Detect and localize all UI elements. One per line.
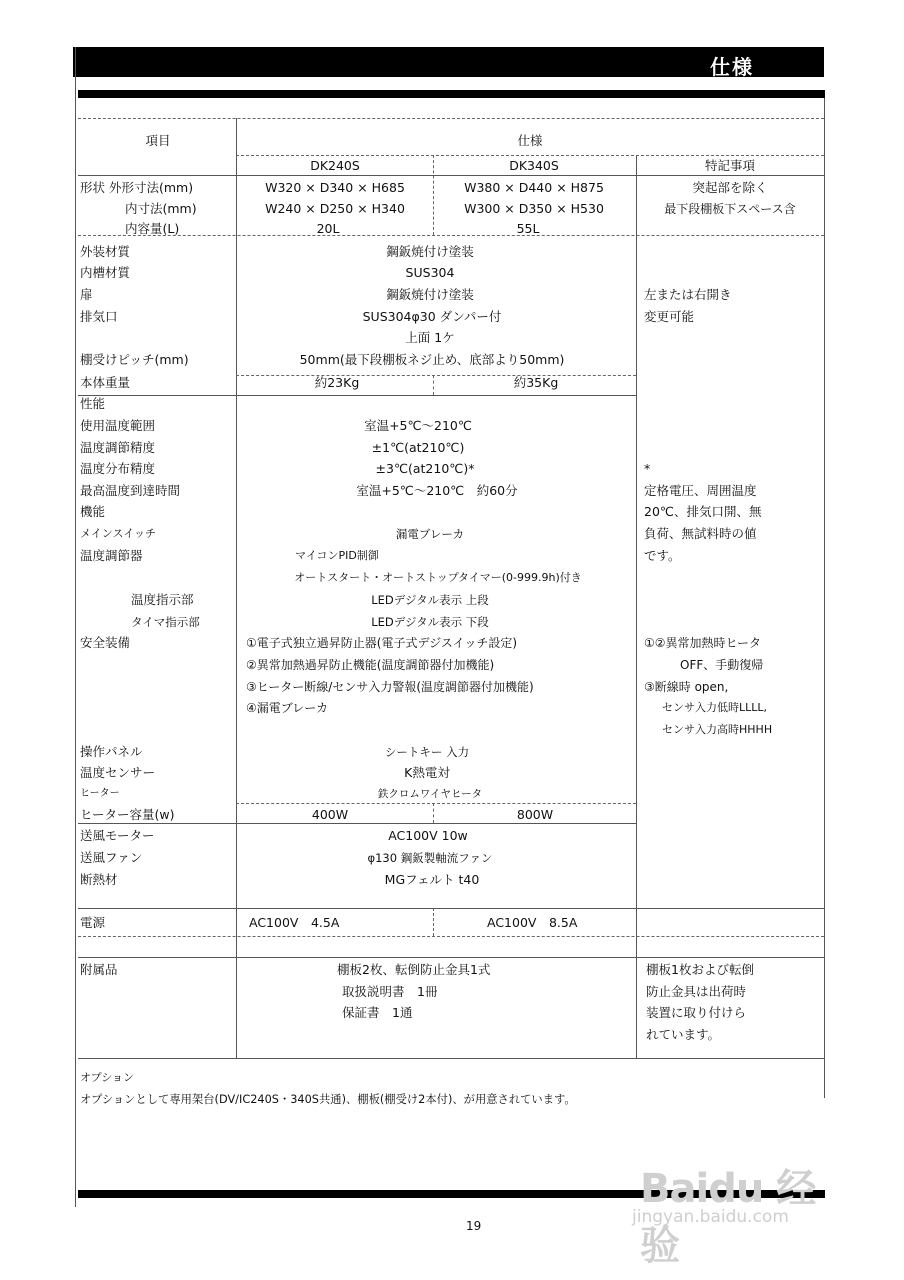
header-model-b: DK340S [509,158,559,173]
accessory-item-3: 保証書 1通 [342,1005,413,1020]
accessory-label: 附属品 [80,962,118,977]
insulation-label: 断熱材 [80,872,118,887]
door-label: 扉 [80,287,93,302]
safety-item-1: ①電子式独立過昇防止器(電子式デジスイッチ設定) [246,636,518,650]
model-divider-power [433,908,434,936]
temp-dist-label: 温度分布精度 [80,461,156,476]
header-spec: 仕様 [517,133,543,148]
note-line-3: 負荷、無試料時の値 [644,526,757,541]
heater-capacity-a: 400W [311,807,349,822]
row-line [78,118,824,119]
accessory-item-2: 取扱説明書 1冊 [342,984,438,999]
exterior-label: 外装材質 [80,244,131,259]
row-line [236,155,824,156]
left-border [75,47,76,1207]
watermark-url: jingyan.baidu.com [632,1207,789,1227]
header-bar [73,47,824,77]
baidu-watermark [630,1145,820,1269]
weight-label: 本体重量 [80,375,131,390]
exterior-value: 鋼鈑焼付け塗装 [386,244,474,259]
weight-a: 約23Kg [314,375,360,390]
row-line [78,1058,824,1059]
interior-value: SUS304 [405,265,455,280]
header-model-a: DK240S [310,158,360,173]
shelf-label: 棚受けピッチ(mm) [80,352,189,367]
temp-display-value: LEDデジタル表示 上段 [371,593,489,607]
sensor-label: 温度センサー [80,765,156,780]
accessory-note-1: 棚板1枚および転倒 [646,962,754,977]
row-line [78,823,636,824]
safety-note-4: センサ入力低時LLLL, [662,701,768,714]
exhaust-value: SUS304φ30 ダンパー付 [362,309,502,324]
accessory-item-1: 棚板2枚、転倒防止金具1式 [337,962,491,977]
shape-label: 形状 外形寸法(mm) [80,180,194,195]
safety-note-2: OFF、手動復帰 [680,658,764,672]
option-title: オプション [80,1071,135,1084]
shelf-value: 50mm(最下段棚板ネジ止め、底部より50mm) [299,352,565,367]
safety-item-2: ②異常加熱過昇防止機能(温度調節器付加機能) [246,658,495,672]
main-switch-value: 漏電ブレーカ [395,527,465,541]
inner-b: W300 × D350 × H530 [464,201,604,216]
temp-regulator-value: マイコンPID制御 [295,549,379,562]
header-rule [78,90,825,98]
note-line-2: 20℃、排気口開、無 [644,504,762,519]
max-time-label: 最高温度到達時間 [80,483,181,498]
insulation-value: MGフェルト t40 [384,872,480,887]
power-label: 電源 [80,915,106,930]
accessory-note-2: 防止金具は出荷時 [646,984,747,999]
heater-value: 鉄クロムワイヤヒータ [377,788,483,800]
model-divider-heater [433,803,434,823]
panel-value: シートキー 入力 [384,745,470,759]
power-b: AC100V 8.5A [487,915,578,930]
page-title: 仕様 [710,55,754,79]
temp-range-value: 室温+5℃～210℃ [364,418,472,433]
motor-value: AC100V 10w [388,828,468,843]
temp-display-label: 温度指示部 [131,592,194,607]
panel-label: 操作パネル [80,744,143,759]
label-column-divider [236,118,237,1058]
row-line [236,803,636,804]
model-divider-weight [433,375,434,395]
row-line [78,957,824,958]
max-time-value: 室温+5℃～210℃ 約60分 [356,483,518,498]
right-border [824,98,825,1098]
page-number: 19 [466,1219,482,1233]
row-line [78,936,824,937]
weight-b: 約35Kg [513,375,559,390]
fan-value: φ130 鋼鈑製軸流ファン [367,851,493,865]
perf-label: 性能 [80,396,106,411]
heater-capacity-b: 800W [516,807,554,822]
heater-label: ヒーター [80,788,120,799]
temp-ctrl-label: 温度調節精度 [80,440,156,455]
note-line-4: です。 [644,548,681,563]
header-item: 項目 [145,133,171,148]
note-line-1: 定格電圧、周囲温度 [644,483,757,498]
safety-note-5: センサ入力高時HHHH [662,723,773,736]
func-label: 機能 [80,504,106,519]
row-line [78,235,824,236]
volume-label: 内容量(L) [125,221,180,236]
inner-note: 最下段棚板下スペース含 [664,202,796,216]
timer-value: オートスタート・オートストップタイマー(0-999.9h)付き [294,571,582,584]
notes-column-divider [636,155,637,1058]
shape-b: W380 × D440 × H875 [464,180,604,195]
shape-a: W320 × D340 × H685 [265,180,405,195]
row-line [78,908,824,909]
header-notes: 特記事項 [704,158,756,173]
row-line [236,375,636,376]
volume-b: 55L [516,221,540,236]
timer-display-label: タイマ指示部 [131,615,200,629]
row-line [78,395,636,396]
main-switch-label: メインスイッチ [80,527,157,540]
temp-range-label: 使用温度範囲 [80,418,156,433]
exhaust-note: 変更可能 [644,309,695,324]
power-a: AC100V 4.5A [249,915,340,930]
shape-note: 突起部を除く [692,180,768,195]
accessory-note-4: れています。 [646,1027,721,1042]
door-note: 左または右開き [644,287,732,302]
safety-note-1: ①②異常加熱時ヒータ [644,636,762,650]
safety-note-3: ③断線時 open, [644,680,729,694]
row-line [78,175,824,176]
heater-capacity-label: ヒーター容量(w) [80,807,175,822]
interior-label: 内槽材質 [80,265,131,280]
accessory-note-3: 装置に取り付けら [646,1005,747,1020]
temp-dist-value: ±3℃(at210℃)* [375,461,475,476]
safety-item-3: ③ヒーター断線/センサ入力警報(温度調節器付加機能) [246,680,534,694]
model-divider-top [433,155,434,235]
inner-label: 内寸法(mm) [125,201,197,216]
exhaust-label: 排気口 [80,309,118,324]
option-text: オプションとして専用架台(DV/IC240S・340S共通)、棚板(棚受け2本付)、が用意されています。 [80,1093,576,1106]
sensor-value: K熱電対 [404,765,450,780]
door-value: 鋼鈑焼付け塗装 [386,287,474,302]
safety-label: 安全装備 [80,635,131,650]
watermark-logo: Baidu 经验 [640,1166,816,1269]
volume-a: 20L [316,221,340,236]
fan-label: 送風ファン [80,850,143,865]
motor-label: 送風モーター [80,828,155,843]
safety-item-4: ④漏電ブレーカ [246,701,329,715]
exhaust-value-2: 上面 1ケ [405,330,455,345]
temp-regulator-label: 温度調節器 [80,548,143,563]
timer-display-value: LEDデジタル表示 下段 [371,615,489,629]
temp-ctrl-value: ±1℃(at210℃) [371,440,465,455]
note-asterisk: * [644,461,651,476]
inner-a: W240 × D250 × H340 [265,201,405,216]
